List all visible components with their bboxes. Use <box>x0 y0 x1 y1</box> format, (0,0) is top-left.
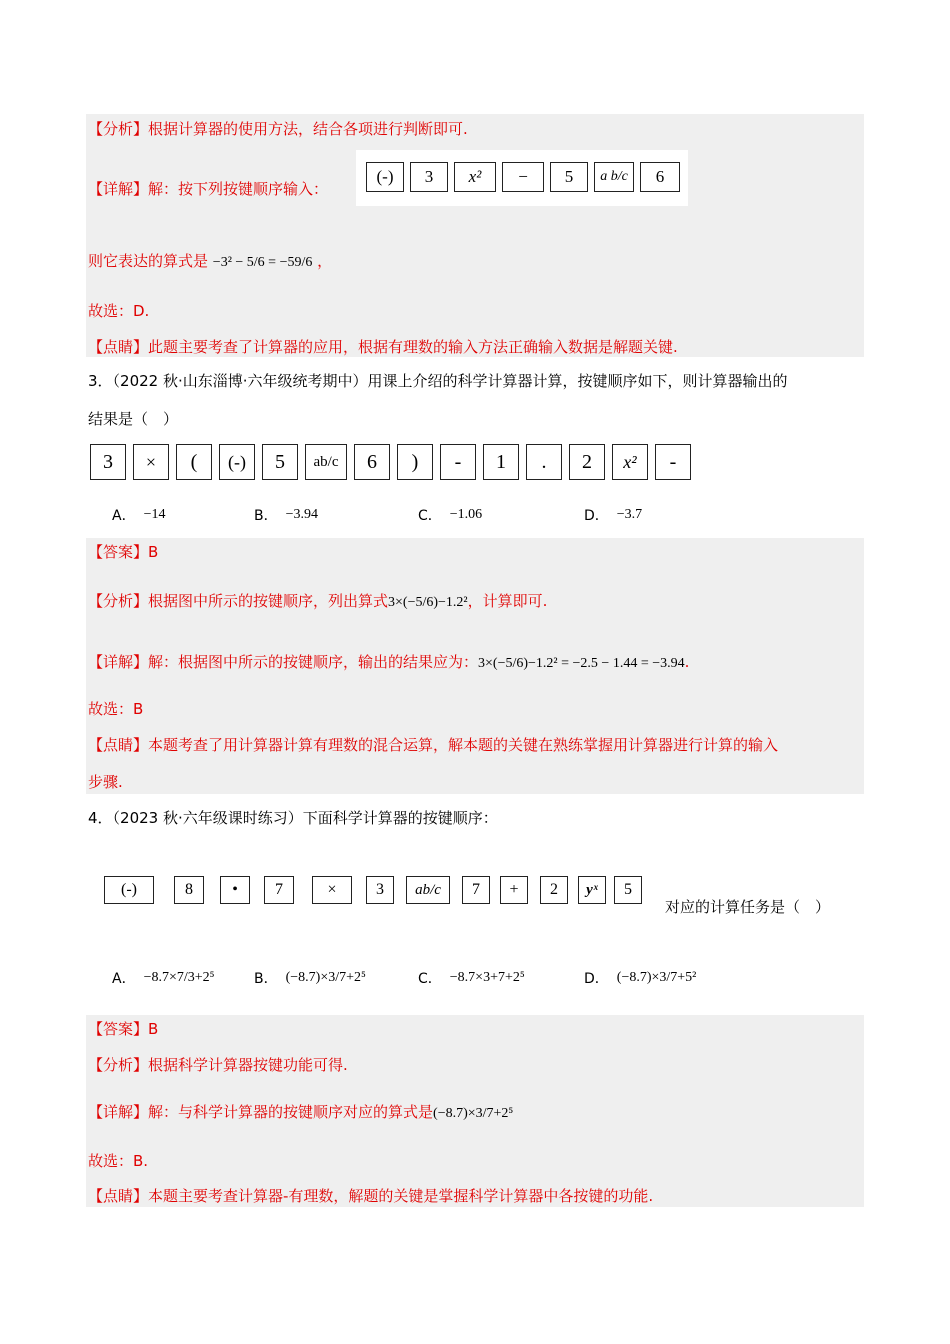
q3-stem-line2: 结果是（ ） <box>88 410 179 428</box>
q3-analysis: 【分析】根据图中所示的按键顺序，列出算式3×(−5/6)−1.2²，计算即可. <box>88 592 548 610</box>
q4-key-dot: • <box>220 876 250 904</box>
key-5: 5 <box>550 162 588 192</box>
q4-key-3: 3 <box>366 876 394 904</box>
q3-key-close-paren: ) <box>397 444 433 480</box>
q4-key-5: 5 <box>614 876 642 904</box>
q3-comment-line2: 步骤. <box>88 773 123 791</box>
q4-stem: 4．（2023 秋·六年级课时练习）下面科学计算器的按键顺序： <box>88 809 498 827</box>
q3-key-minus: - <box>440 444 476 480</box>
q4-option-a[interactable]: A． −8.7×7/3+2⁵ <box>112 970 215 987</box>
q2-answer: 故选：D. <box>88 302 150 320</box>
q3-key-3: 3 <box>90 444 126 480</box>
q4-option-c[interactable]: C． −8.7×3+7+2⁵ <box>418 970 525 987</box>
q3-option-d[interactable]: D． −3.7 <box>584 507 643 524</box>
q4-analysis: 【分析】根据科学计算器按键功能可得. <box>88 1056 348 1074</box>
q3-comment: 【点睛】本题考查了用计算器计算有理数的混合运算，解本题的关键在熟练掌握用计算器进行计算的输入 <box>88 736 779 754</box>
q2-expression-line: 则它表达的算式是 −3² − 5/6 = −59/6 ， <box>88 252 333 270</box>
q4-key-8: 8 <box>174 876 204 904</box>
q3-choice: 故选：B <box>88 700 144 718</box>
q3-key-1: 1 <box>483 444 519 480</box>
q3-keypad <box>90 444 691 480</box>
q3-stem: 3．（2022 秋·山东淄博·六年级统考期中）用课上介绍的科学计算器计算，按键顺序如下，则计算器输出的 <box>88 372 788 390</box>
q4-option-b[interactable]: B． (−8.7)×3/7+2⁵ <box>254 970 366 987</box>
q3-key-square: x² <box>612 444 648 480</box>
q4-task: 对应的计算任务是（ ） <box>665 898 831 916</box>
q2-keypad <box>366 162 680 192</box>
q3-option-a[interactable]: A． −14 <box>112 507 166 524</box>
q3-detail-expression: 3×(−5/6)−1.2² = −2.5 − 1.44 = −3.94 <box>478 656 685 671</box>
q4-key-plus: + <box>500 876 528 904</box>
q3-analysis-expression: 3×(−5/6)−1.2² <box>388 595 468 610</box>
q4-key-power: yˣ <box>578 876 606 904</box>
q3-answer: 【答案】B <box>88 543 159 561</box>
q3-key-negative: (-) <box>219 444 255 480</box>
key-square: x² <box>454 162 496 192</box>
q4-answer: 【答案】B <box>88 1020 159 1038</box>
q3-detail: 【详解】解：根据图中所示的按键顺序，输出的结果应为：3×(−5/6)−1.2² = −2.5 − 1.44 = −3.94. <box>88 653 690 671</box>
key-fraction: a b/c <box>594 162 634 192</box>
q3-option-b[interactable]: B． −3.94 <box>254 507 319 524</box>
q4-key-7b: 7 <box>462 876 490 904</box>
key-3: 3 <box>410 162 448 192</box>
q4-detail: 【详解】解：与科学计算器的按键顺序对应的算式是(−8.7)×3/7+2⁵ <box>88 1103 514 1121</box>
q3-key-fraction: ab/c <box>305 444 347 480</box>
q3-key-times: × <box>133 444 169 480</box>
q4-key-fraction: ab/c <box>406 876 450 904</box>
q2-detail: 【详解】解：按下列按键顺序输入： <box>88 180 329 198</box>
q3-key-open-paren: ( <box>176 444 212 480</box>
key-negative: (-) <box>366 162 404 192</box>
q3-key-5: 5 <box>262 444 298 480</box>
q3-key-6: 6 <box>354 444 390 480</box>
q3-option-c[interactable]: C． −1.06 <box>418 507 483 524</box>
q4-key-7: 7 <box>264 876 294 904</box>
q4-key-negative: (-) <box>104 876 154 904</box>
q4-key-2: 2 <box>540 876 568 904</box>
q4-keypad <box>104 876 642 904</box>
q4-detail-expression: (−8.7)×3/7+2⁵ <box>433 1106 514 1121</box>
q3-key-2: 2 <box>569 444 605 480</box>
q2-comment: 【点睛】此题主要考查了计算器的应用，根据有理数的输入方法正确输入数据是解题关键. <box>88 338 678 356</box>
q4-key-times: × <box>312 876 352 904</box>
q4-comment: 【点睛】本题主要考查计算器-有理数，解题的关键是掌握科学计算器中各按键的功能. <box>88 1187 654 1205</box>
q3-key-minus-2: - <box>655 444 691 480</box>
q2-analysis: 【分析】根据计算器的使用方法，结合各项进行判断即可. <box>88 120 468 138</box>
key-6: 6 <box>640 162 680 192</box>
q2-expression: −3² − 5/6 = −59/6 <box>212 255 313 270</box>
key-minus: − <box>502 162 544 192</box>
q4-choice: 故选：B. <box>88 1152 149 1170</box>
q4-option-d[interactable]: D． (−8.7)×3/7+5² <box>584 970 697 987</box>
q3-key-dot: . <box>526 444 562 480</box>
